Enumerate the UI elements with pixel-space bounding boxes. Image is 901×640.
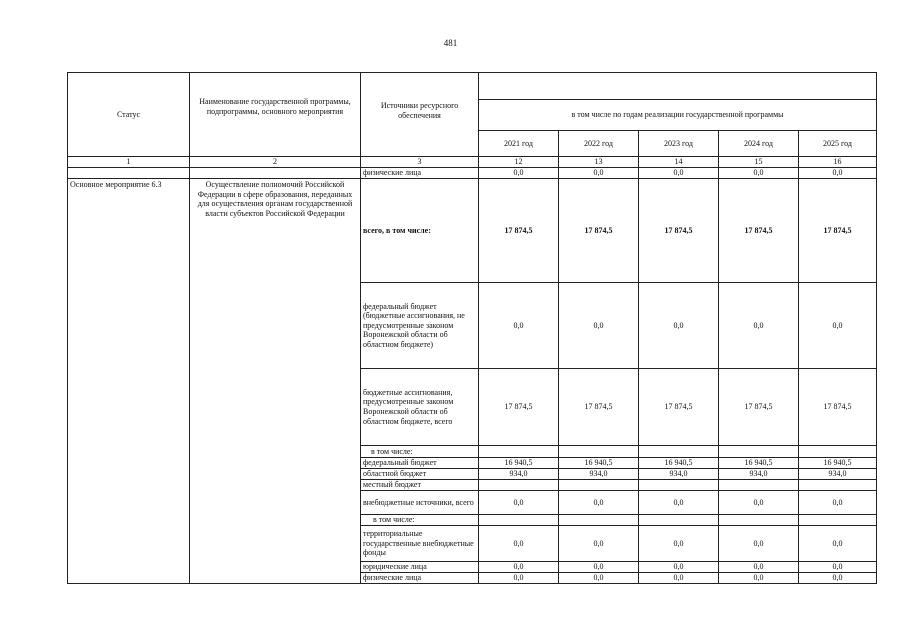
value-cell: 934,0 bbox=[799, 469, 877, 480]
value-cell: 0,0 bbox=[719, 562, 799, 573]
source-label: внебюджетные источники, всего bbox=[361, 491, 479, 515]
value-cell bbox=[639, 515, 719, 526]
col-number: 15 bbox=[719, 157, 799, 168]
page-number: 481 bbox=[443, 38, 458, 48]
source-label: местный бюджет bbox=[361, 480, 479, 491]
header-year-2024: 2024 год bbox=[719, 131, 799, 157]
value-cell bbox=[639, 446, 719, 458]
value-cell bbox=[799, 446, 877, 458]
value-cell: 0,0 bbox=[479, 562, 559, 573]
value-cell: 16 940,5 bbox=[559, 458, 639, 469]
header-year-2022: 2022 год bbox=[559, 131, 639, 157]
col-number: 3 bbox=[361, 157, 479, 168]
value-cell: 17 874,5 bbox=[479, 179, 559, 283]
value-cell: 934,0 bbox=[639, 469, 719, 480]
value-cell: 16 940,5 bbox=[639, 458, 719, 469]
value-cell: 0,0 bbox=[479, 283, 559, 369]
col-number: 2 bbox=[190, 157, 361, 168]
source-label: в том числе: bbox=[361, 515, 479, 526]
value-cell: 0,0 bbox=[719, 168, 799, 179]
value-cell: 0,0 bbox=[799, 573, 877, 584]
value-cell bbox=[799, 480, 877, 491]
value-cell: 0,0 bbox=[799, 491, 877, 515]
table-row bbox=[68, 179, 877, 283]
value-cell: 0,0 bbox=[639, 573, 719, 584]
value-cell: 0,0 bbox=[639, 562, 719, 573]
value-cell bbox=[719, 480, 799, 491]
value-cell bbox=[719, 515, 799, 526]
value-cell: 0,0 bbox=[559, 168, 639, 179]
header-year-2023: 2023 год bbox=[639, 131, 719, 157]
value-cell: 0,0 bbox=[559, 562, 639, 573]
header-years-caption: в том числе по годам реализации государственной программы bbox=[479, 100, 877, 131]
value-cell: 17 874,5 bbox=[799, 179, 877, 283]
value-cell: 17 874,5 bbox=[639, 179, 719, 283]
header-year-2021: 2021 год bbox=[479, 131, 559, 157]
source-label: всего, в том числе: bbox=[361, 179, 479, 283]
value-cell bbox=[479, 446, 559, 458]
value-cell bbox=[559, 446, 639, 458]
header-sources: Источники ресурсного обеспечения bbox=[361, 73, 479, 157]
continuation-status bbox=[68, 168, 190, 179]
value-cell: 934,0 bbox=[719, 469, 799, 480]
source-label: федеральный бюджет bbox=[361, 458, 479, 469]
source-label: физические лица bbox=[361, 573, 479, 584]
value-cell: 934,0 bbox=[559, 469, 639, 480]
budget-table bbox=[67, 72, 877, 584]
value-cell: 0,0 bbox=[639, 283, 719, 369]
col-number: 12 bbox=[479, 157, 559, 168]
value-cell: 0,0 bbox=[719, 491, 799, 515]
value-cell: 0,0 bbox=[799, 168, 877, 179]
source-label: в том числе: bbox=[361, 446, 479, 458]
value-cell: 0,0 bbox=[479, 573, 559, 584]
value-cell: 934,0 bbox=[479, 469, 559, 480]
value-cell: 17 874,5 bbox=[559, 179, 639, 283]
value-cell: 0,0 bbox=[639, 526, 719, 562]
value-cell: 0,0 bbox=[719, 526, 799, 562]
value-cell: 17 874,5 bbox=[719, 369, 799, 446]
value-cell bbox=[799, 515, 877, 526]
value-cell: 0,0 bbox=[799, 526, 877, 562]
value-cell: 17 874,5 bbox=[639, 369, 719, 446]
value-cell: 0,0 bbox=[559, 283, 639, 369]
col-number: 1 bbox=[68, 157, 190, 168]
col-number: 16 bbox=[799, 157, 877, 168]
value-cell bbox=[479, 515, 559, 526]
value-cell: 0,0 bbox=[719, 283, 799, 369]
value-cell: 0,0 bbox=[719, 573, 799, 584]
value-cell bbox=[719, 446, 799, 458]
value-cell: 17 874,5 bbox=[559, 369, 639, 446]
value-cell: 0,0 bbox=[479, 526, 559, 562]
value-cell bbox=[559, 480, 639, 491]
continuation-name bbox=[190, 168, 361, 179]
value-cell: 16 940,5 bbox=[799, 458, 877, 469]
value-cell: 17 874,5 bbox=[479, 369, 559, 446]
source-label: физические лица bbox=[361, 168, 479, 179]
col-number: 14 bbox=[639, 157, 719, 168]
source-label: юридические лица bbox=[361, 562, 479, 573]
header-status: Статус bbox=[68, 73, 190, 157]
header-year-2025: 2025 год bbox=[799, 131, 877, 157]
value-cell bbox=[479, 480, 559, 491]
col-number: 13 bbox=[559, 157, 639, 168]
value-cell: 0,0 bbox=[559, 491, 639, 515]
value-cell: 0,0 bbox=[639, 168, 719, 179]
value-cell: 17 874,5 bbox=[799, 369, 877, 446]
value-cell: 0,0 bbox=[479, 168, 559, 179]
value-cell: 0,0 bbox=[799, 562, 877, 573]
source-label: бюджетные ассигнования, предусмотренные законом Воронежской области об областном бюджете, всего bbox=[361, 369, 479, 446]
value-cell: 0,0 bbox=[799, 283, 877, 369]
source-label: федеральный бюджет (бюджетные ассигнования, не предусмотренные законом Воронежской области об областном бюджете) bbox=[361, 283, 479, 369]
event-name: Осуществление полномочий Российской Федерации в сфере образования, переданных для осуществления органам государственной власти субъектов Российской Федерации bbox=[190, 179, 361, 584]
value-cell: 16 940,5 bbox=[719, 458, 799, 469]
value-cell: 16 940,5 bbox=[479, 458, 559, 469]
event-status: Основное мероприятие 6.3 bbox=[68, 179, 190, 584]
header-name: Наименование государственной программы, подпрограммы, основного мероприятия bbox=[190, 73, 361, 157]
value-cell: 0,0 bbox=[559, 573, 639, 584]
source-label: территориальные государственные внебюджетные фонды bbox=[361, 526, 479, 562]
value-cell bbox=[559, 515, 639, 526]
value-cell: 0,0 bbox=[479, 491, 559, 515]
header-blank bbox=[479, 73, 877, 100]
source-label: областной бюджет bbox=[361, 469, 479, 480]
value-cell bbox=[639, 480, 719, 491]
value-cell: 0,0 bbox=[639, 491, 719, 515]
value-cell: 0,0 bbox=[559, 526, 639, 562]
value-cell: 17 874,5 bbox=[719, 179, 799, 283]
